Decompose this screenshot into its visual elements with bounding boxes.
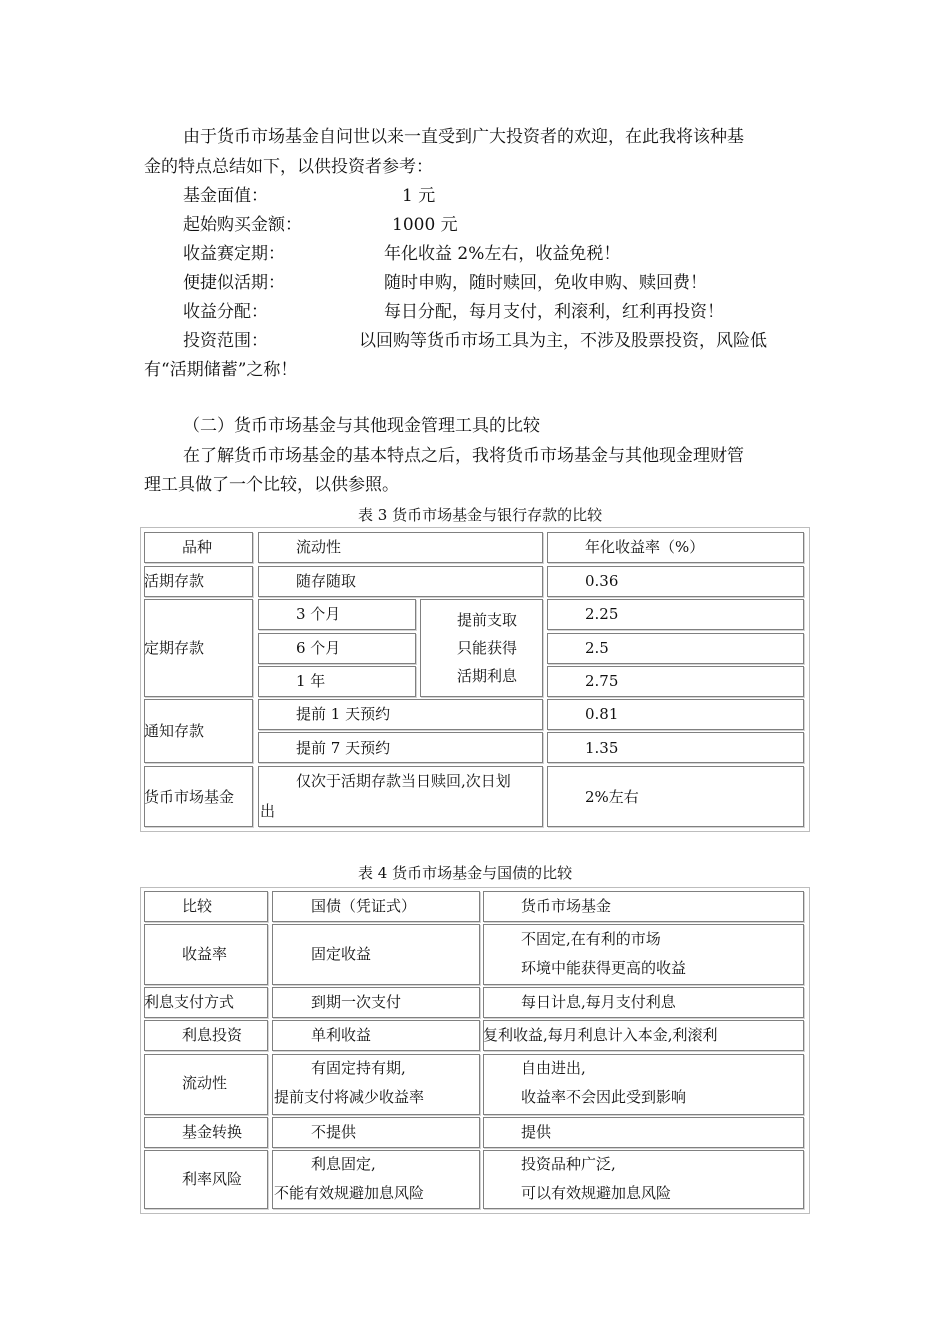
table3-tongzhi-type: 通知存款 [144,722,205,740]
table3-dingqi-term-1y: 1 年 [296,672,326,690]
table4-row-bond: 不提供 [311,1123,357,1141]
intro-line-1: 由于货币市场基金自问世以来一直受到广大投资者的欢迎，在此我将该种基 [183,127,744,147]
table4-row-item: 收益率 [182,945,228,963]
table4-row-bond: 提前支付将减少收益率 [274,1088,425,1106]
table4-row-bond: 利息固定, [311,1155,376,1173]
feature-label-distribution: 收益分配： [183,302,268,322]
table3-fund-type: 货币市场基金 [144,788,235,806]
feature-value-min-purchase: 1000 元 [392,215,458,235]
table4-header-fund: 货币市场基金 [521,897,612,915]
table3-caption: 表 3 货币市场基金与银行存款的比较 [358,506,603,524]
feature-label-convenience: 便捷似活期： [183,273,285,293]
table3-dingqi-term-6m: 6 个月 [296,639,341,657]
table4-row-fund: 复利收益,每月利息计入本金,利滚利 [483,1026,718,1044]
table3-fund-rate: 2%左右 [585,788,639,806]
intro-line-2: 金的特点总结如下，以供投资者参考： [144,157,433,177]
table3-dingqi-rate-3m: 2.25 [585,605,619,623]
table3-tongzhi-rate-1d: 0.81 [585,705,619,723]
table4-cell [272,924,480,985]
table4-row-item: 利率风险 [182,1170,243,1188]
table3-huoqi-liquidity: 随存随取 [296,572,357,590]
table3-dingqi-term-3m: 3 个月 [296,605,341,623]
table3-dingqi-type: 定期存款 [144,639,205,657]
table3-dingqi-note-line2: 只能获得 [457,639,518,657]
table4-row-bond: 有固定持有期, [311,1059,406,1077]
feature-label-face-value: 基金面值： [183,186,268,206]
section-heading: （二）货币市场基金与其他现金管理工具的比较 [183,416,540,436]
table3-header-liquidity: 流动性 [296,538,342,556]
table3-dingqi-note-line3: 活期利息 [457,667,518,685]
table3-huoqi-type: 活期存款 [144,572,205,590]
table3-dingqi-rate-1y: 2.75 [585,672,619,690]
table4-row-item: 基金转换 [182,1123,243,1141]
table3-tongzhi-term-7d: 提前 7 天预约 [296,739,391,757]
table3-dingqi-note-line1: 提前支取 [457,611,518,629]
table4-header-item: 比较 [182,897,213,915]
table3-fund-liquidity-line1: 仅次于活期存款当日赎回,次日划 [296,772,511,790]
table4-row-bond: 不能有效规避加息风险 [274,1184,425,1202]
feature-value-face-value: 1 元 [402,186,436,206]
table4-row-bond: 固定收益 [311,945,372,963]
table3-dingqi-rate-6m: 2.5 [585,639,609,657]
table4-row-fund: 收益率不会因此受到影响 [521,1088,687,1106]
feature-value-distribution: 每日分配，每月支付，利滚利，红利再投资！ [384,302,724,322]
table4-row-fund: 可以有效规避加息风险 [521,1184,672,1202]
table4-row-bond: 到期一次支付 [311,993,402,1011]
feature-label-scope: 投资范围： [183,331,268,351]
section-para-line-2: 理工具做了一个比较，以供参照。 [144,475,399,495]
intro-tail: 有“活期储蓄”之称！ [144,360,298,380]
feature-value-return: 年化收益 2%左右，收益免税！ [384,244,621,264]
table4-row-fund: 提供 [521,1123,552,1141]
feature-label-min-purchase: 起始购买金额： [183,215,302,235]
table4-row-item: 利息投资 [182,1026,243,1044]
table4-row-item: 流动性 [182,1074,228,1092]
table3-header-rate: 年化收益率（%） [585,538,705,556]
section-para-line-1: 在了解货币市场基金的基本特点之后，我将货币市场基金与其他现金理财管 [183,446,744,466]
table3-tongzhi-rate-7d: 1.35 [585,739,619,757]
table4-row-fund: 不固定,在有利的市场 [521,930,661,948]
table4-caption: 表 4 货币市场基金与国债的比较 [358,864,573,882]
table4-row-bond: 单利收益 [311,1026,372,1044]
table4-row-fund: 投资品种广泛, [521,1155,616,1173]
table4-row-item: 利息支付方式 [144,993,235,1011]
table4-cell [272,1020,480,1051]
table3-header-type: 品种 [182,538,213,556]
feature-value-scope: 以回购等货币市场工具为主，不涉及股票投资，风险低 [359,331,767,351]
feature-value-convenience: 随时申购，随时赎回，免收申购、赎回费！ [384,273,707,293]
table4-cell [272,1117,480,1148]
table3-huoqi-rate: 0.36 [585,572,619,590]
table4-header-bond: 国债（凭证式） [311,897,417,915]
table3-fund-liquidity-line2: 出 [260,802,276,820]
table3-cell [258,666,416,697]
table4-row-fund: 每日计息,每月支付利息 [521,993,676,1011]
table4-row-fund: 自由进出, [521,1059,586,1077]
table3-tongzhi-term-1d: 提前 1 天预约 [296,705,391,723]
table4-row-fund: 环境中能获得更高的收益 [521,959,687,977]
feature-label-return: 收益赛定期： [183,244,285,264]
